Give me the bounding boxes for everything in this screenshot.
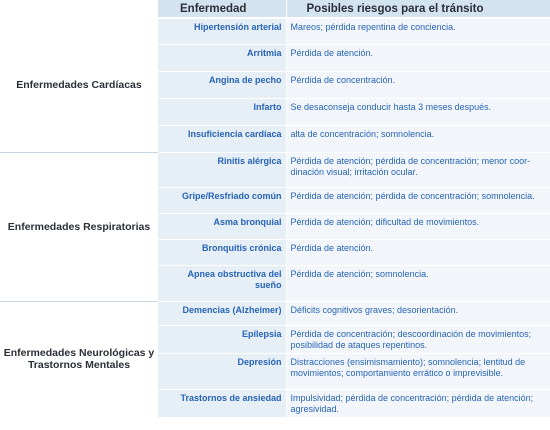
risk-cell: Pérdida de atención; pérdida de concentración; menor coor-dinación visual; irritación ocular. <box>286 152 550 187</box>
risk-cell: Se desaconseja conducir hasta 3 meses después. <box>286 98 550 125</box>
disease-cell: Asma bronquial <box>158 213 286 239</box>
disease-cell: Angina de pecho <box>158 71 286 98</box>
risk-cell: Impulsividad; pérdida de concentración; pérdida de atención; agresividad. <box>286 389 550 417</box>
disease-cell: Gripe/Resfriado común <box>158 187 286 213</box>
table-row <box>0 18 550 44</box>
risk-cell: Pérdida de atención; pérdida de concentración; somnolencia. <box>286 187 550 213</box>
risk-cell: Distracciones (ensimismamiento); somnolencia; lentitud de movimientos; comportamiento errático o imprevisible. <box>286 353 550 389</box>
risk-cell: alta de concentración; somnolencia. <box>286 125 550 152</box>
category-cardiac: Enfermedades Cardíacas <box>0 18 158 152</box>
category-respiratory: Enfermedades Respiratorias <box>0 152 158 301</box>
risk-cell: Pérdida de atención; dificultad de movimientos. <box>286 213 550 239</box>
disease-cell: Demencias (Alzheimer) <box>158 301 286 325</box>
disease-cell: Rinitis alérgica <box>158 152 286 187</box>
table-body <box>0 18 550 417</box>
header-category <box>0 0 158 18</box>
disease-cell: Infarto <box>158 98 286 125</box>
disease-cell: Bronquitis crónica <box>158 239 286 265</box>
risk-cell: Mareos; pérdida repentina de conciencia. <box>286 18 550 44</box>
risk-cell: Pérdida de concentración; descoordinación de movimientos; posibilidad de ataques repentinos. <box>286 325 550 353</box>
risk-cell: Pérdida de atención. <box>286 239 550 265</box>
disease-cell: Trastornos de ansiedad <box>158 389 286 417</box>
disease-cell: Apnea obstructiva del sueño <box>158 265 286 301</box>
table-row <box>0 152 550 187</box>
disease-cell: Hipertensión arterial <box>158 18 286 44</box>
risk-cell: Pérdida de concentración. <box>286 71 550 98</box>
risk-cell: Pérdida de atención. <box>286 44 550 71</box>
table-row <box>0 301 550 325</box>
disease-cell: Depresión <box>158 353 286 389</box>
disease-cell: Insuficiencia cardíaca <box>158 125 286 152</box>
risk-cell: Déficits cognitivos graves; desorientación. <box>286 301 550 325</box>
header-risk: Posibles riesgos para el tránsito <box>286 0 550 18</box>
table-header <box>0 0 550 18</box>
disease-cell: Arritmia <box>158 44 286 71</box>
risk-cell: Pérdida de atención; somnolencia. <box>286 265 550 301</box>
header-disease: Enfermedad <box>158 0 286 18</box>
disease-cell: Epilepsia <box>158 325 286 353</box>
category-neurological: Enfermedades Neurológicas y Trastornos Mentales <box>0 301 158 417</box>
